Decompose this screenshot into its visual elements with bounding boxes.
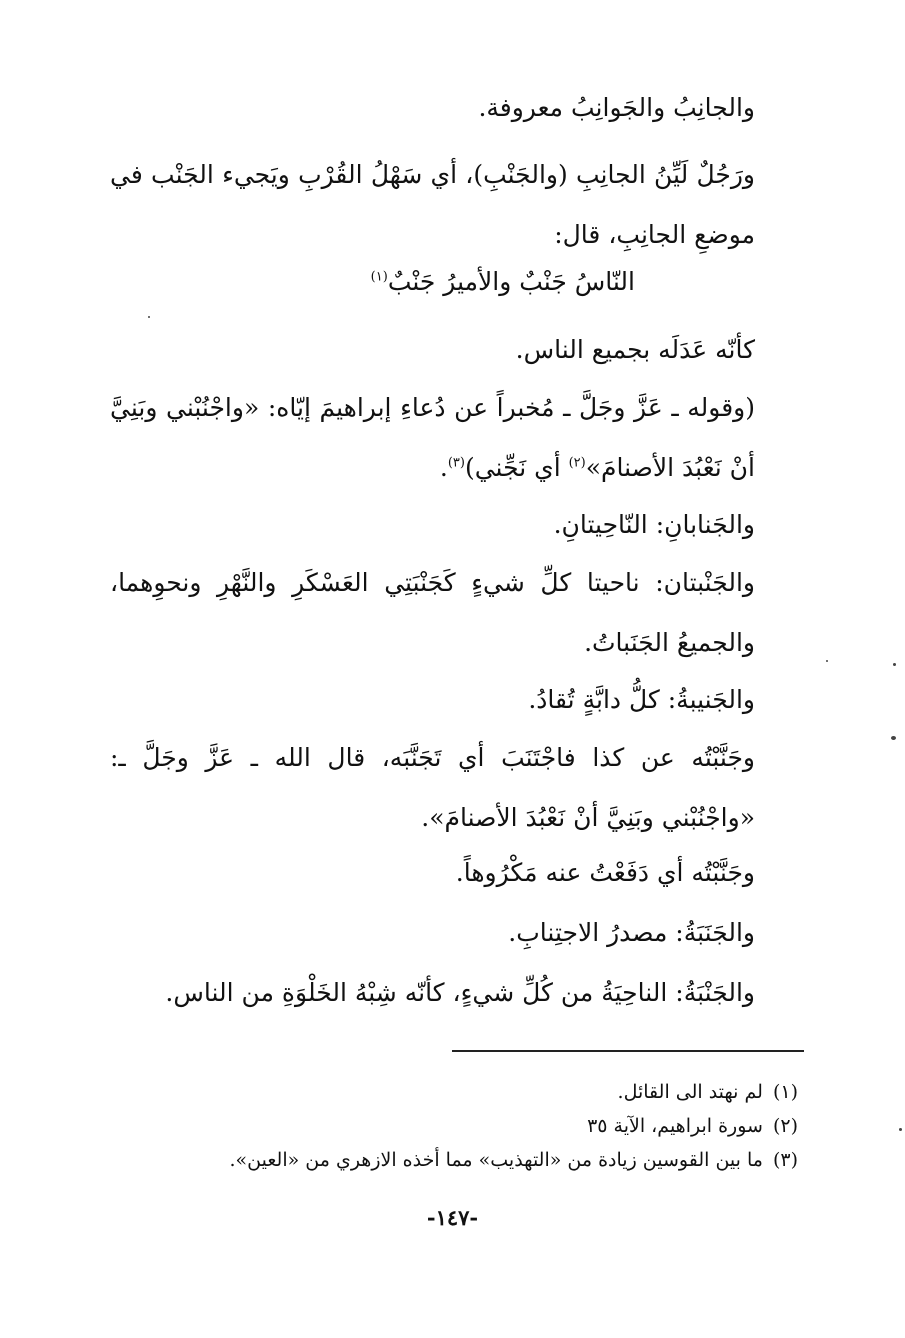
footnote-item (110, 1075, 798, 1109)
footnote-divider (452, 1050, 804, 1052)
footnote-item (110, 1143, 798, 1177)
footnote-ref: (١) (370, 269, 388, 285)
paragraph-tail: أي نَجِّني) (464, 453, 569, 482)
paragraph: والجَنْبتان: ناحيتا كلِّ شيءٍ كَجَنْبَتِي العَسْكَرِ والنَّهْرِ ونحوِهما، والجميعُ الجَنَباتُ. (110, 568, 755, 657)
footnote-number: (١) (772, 1081, 798, 1103)
paragraph-end: . (439, 453, 448, 482)
verse-text: النّاسُ جَنْبٌ والأميرُ جَنْبٌ (387, 267, 635, 296)
scan-speck (899, 1128, 902, 1131)
footnotes (110, 1075, 810, 1177)
paragraph: وجَنَّبْتُه أي دَفَعْتُ عنه مَكْرُوهاً. (455, 858, 755, 887)
paragraph: والجَنَبَةُ: مصدرُ الاجتِنابِ. (508, 918, 755, 947)
footnote-text: لم نهتد الى القائل. (617, 1081, 763, 1103)
scan-speck (893, 663, 896, 666)
footnote-ref: (٣) (447, 455, 465, 471)
paragraph: ورَجُلٌ لَيِّنُ الجانِبِ (والجَنْبِ)، أي سَهْلُ القُرْبِ ويَجيء الجَنْب في موضعِ الجانِبِ، قال: (110, 160, 755, 249)
paragraph: كأنّه عَدَلَه بجميع الناس. (515, 335, 755, 364)
paragraph: والجانِبُ والجَوانِبُ معروفة. (478, 93, 755, 122)
paragraph: والجَنْبَةُ: الناحِيَةُ من كُلِّ شيءٍ، كأنّه شِبْهُ الخَلْوَةِ من الناس. (165, 978, 755, 1007)
scan-speck (891, 736, 896, 740)
page-number: -١٤٧- (426, 1205, 479, 1230)
paragraph: والجَنيبةُ: كلُّ دابَّةٍ تُقادُ. (528, 685, 755, 714)
paragraph (110, 378, 810, 498)
verse-line (110, 262, 810, 302)
footnote-text: سورة ابراهيم، الآية ٣٥ (587, 1115, 763, 1137)
paragraph: وجَنَّبْتُه عن كذا فاجْتَنَبَ أي تَجَنَّبَه، قال الله ـ عَزَّ وجَلَّ ـ: «واجْنُبْني وبَنِيَّ أنْ نَعْبُدَ الأصنامَ». (110, 743, 755, 832)
scan-speck (826, 660, 828, 662)
paragraph: والجَنابانِ: النّاحِيتانِ. (553, 510, 755, 539)
footnote-number: (٢) (772, 1115, 798, 1137)
scan-speck (148, 316, 150, 318)
footnote-number: (٣) (772, 1149, 798, 1171)
footnote-text: ما بين القوسين زيادة من «التهذيب» مما أخذه الازهري من «العين». (229, 1149, 763, 1171)
footnote-item (110, 1109, 798, 1143)
paragraph-text: (وقوله ـ عَزَّ وجَلَّ ـ مُخبراً عن دُعاءِ إبراهيمَ إيّاه: «واجْنُبْني وبَنِيَّ أنْ نَعْبُدَ الأصنامَ» (110, 393, 755, 482)
footnote-ref: (٢) (568, 455, 586, 471)
